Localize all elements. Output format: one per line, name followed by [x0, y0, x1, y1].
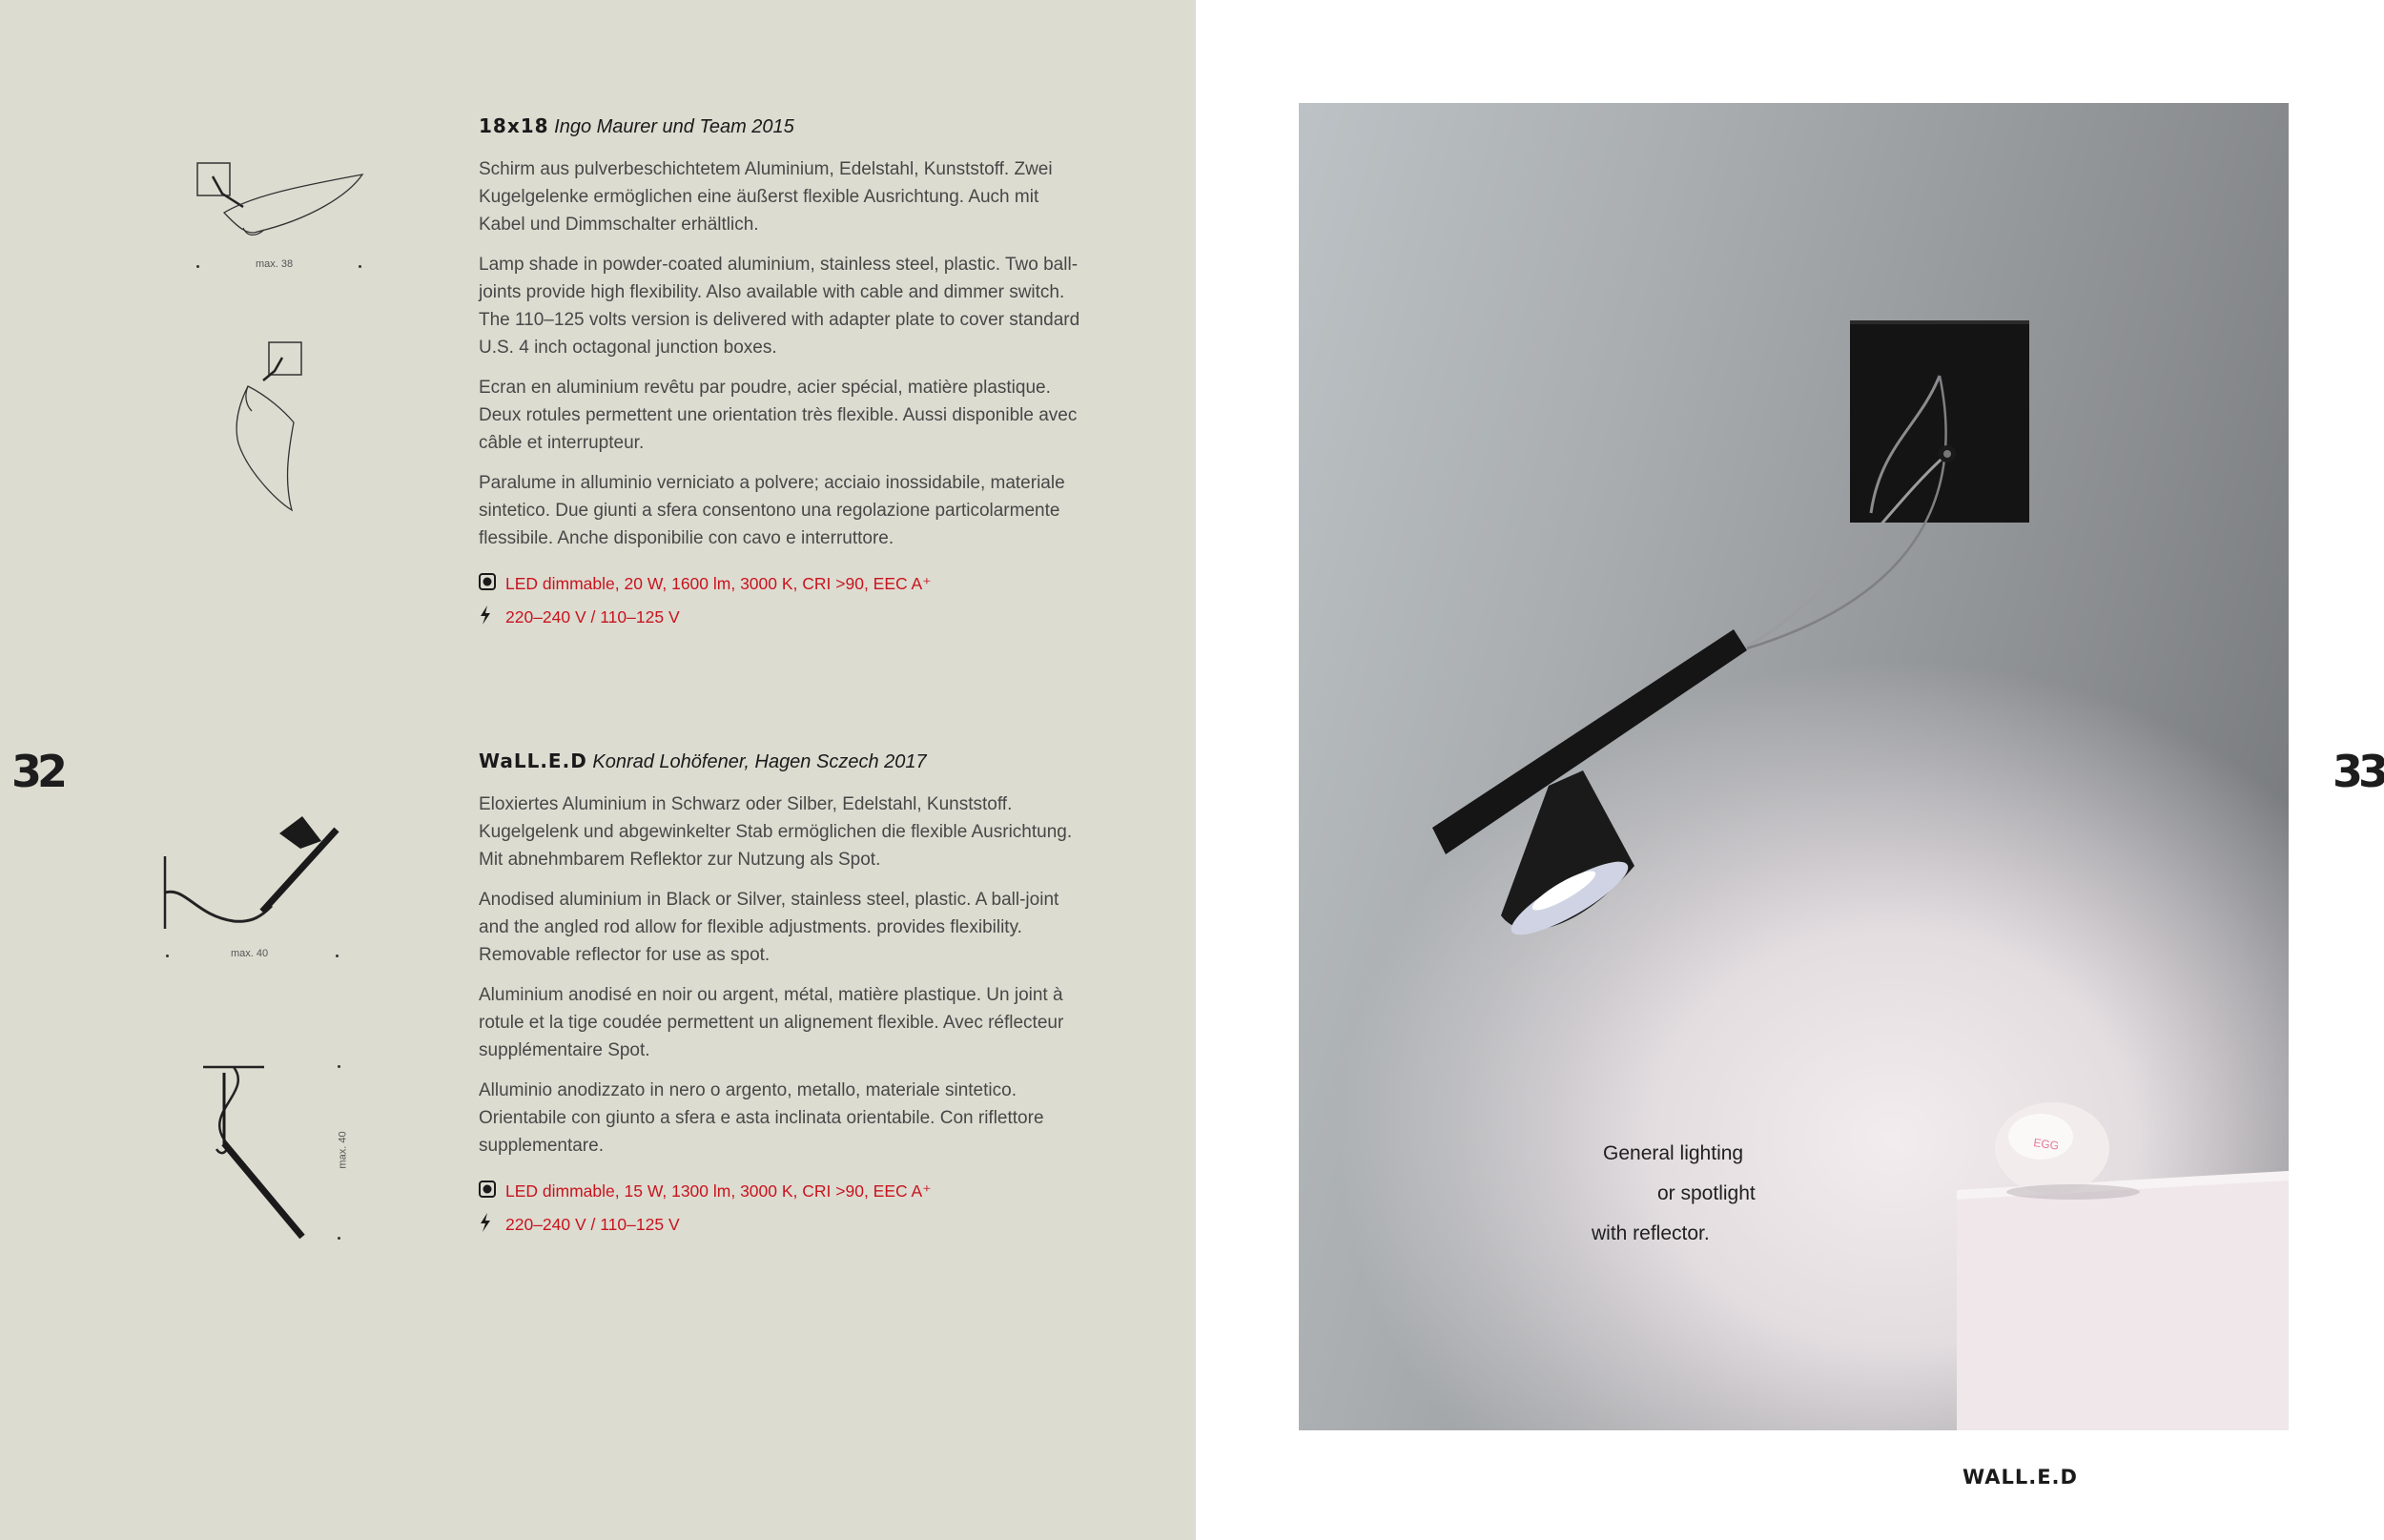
dim-label-max40-horizontal: max. 40 [231, 948, 269, 959]
led-spec-row [479, 1181, 1089, 1202]
led-module-icon [479, 1181, 498, 1202]
dim-dot [338, 1065, 340, 1068]
description-it: Paralume in alluminio verniciato a polvere; acciaio inossidabile, materiale sintetico. Due giunti a sfera consentono una regolazione particolarmente flessibile. Anche disponibilie con cavo e interruttore. [479, 473, 1065, 548]
dim-label-max40-vertical: max. 40 [337, 1131, 349, 1169]
dim-label-max38: max. 38 [256, 258, 294, 270]
product-title [479, 749, 1089, 773]
led-spec-row [479, 573, 1089, 595]
dim-dot [359, 265, 361, 268]
walled-lamp-photo-illustration [1299, 103, 2289, 1430]
description-de: Schirm aus pulverbeschichtetem Aluminium, Edelstahl, Kunststoff. Zwei Kugelgelenke ermöglichen eine äußerst flexible Ausrichtung. Auch mit Kabel und Dimmschalter erhältlich. [479, 159, 1053, 235]
product-photo [1299, 103, 2289, 1430]
page-number-left: 32 [11, 746, 64, 797]
photo-caption-line-1: General lighting [1603, 1142, 1744, 1164]
photo-caption-line-3: with reflector. [1592, 1222, 1710, 1244]
dim-dot [336, 955, 339, 957]
description-en: Lamp shade in powder-coated aluminium, stainless steel, plastic. Two ball-joints provide high flexibility. Also available with cable and dimmer switch. The 110–125 volts version is delivered with adapter plate to cover standard U.S. 4 inch octagonal junction boxes. [479, 255, 1080, 358]
lamp-walled-front-drawing [157, 811, 348, 934]
voltage-spec: 220–240 V / 110–125 V [505, 607, 680, 626]
photo-caption-line-2: or spotlight [1657, 1182, 1756, 1204]
lamp-18x18-front-drawing [186, 148, 377, 243]
description-en: Anodised aluminium in Black or Silver, stainless steel, plastic. A ball-joint and the angled rod allow for flexible adjustments. provides flexibility. Removable reflector for use as spot. [479, 890, 1059, 965]
dim-dot [338, 1237, 340, 1240]
lamp-18x18-side-drawing [229, 339, 315, 515]
description-fr: Aluminium anodisé en noir ou argent, métal, matière plastique. Un joint à rotule et la tige coudée permettent un alignement flexible. Avec réflecteur supplémentaire Spot. [479, 985, 1064, 1060]
led-spec: LED dimmable, 20 W, 1600 lm, 3000 K, CRI >90, EEC A⁺ [505, 574, 932, 593]
led-module-icon [479, 573, 498, 595]
product-name: WaLL.E.D [479, 749, 587, 772]
page-number-right: 33 [2333, 746, 2384, 797]
brand-footer: WALL.E.D [1963, 1466, 2078, 1489]
product-designer: Ingo Maurer und Team 2015 [554, 116, 794, 137]
voltage-row [479, 1213, 1089, 1237]
lightning-icon [479, 1213, 498, 1237]
led-spec: LED dimmable, 15 W, 1300 lm, 3000 K, CRI >90, EEC A⁺ [505, 1181, 932, 1201]
description-fr: Ecran en aluminium revêtu par poudre, acier spécial, matière plastique. Deux rotules permettent une orientation très flexible. Aussi disponible avec câble et interrupteur. [479, 378, 1078, 453]
voltage-spec: 220–240 V / 110–125 V [505, 1215, 680, 1234]
lamp-walled-side-drawing [195, 1054, 310, 1244]
product-title [479, 114, 1089, 138]
dim-dot [166, 955, 169, 957]
dim-dot [196, 265, 199, 268]
product-walled-block [479, 749, 1089, 1247]
product-18x18-block [479, 114, 1089, 640]
description-it: Alluminio anodizzato in nero o argento, metallo, materiale sintetico. Orientabile con giunto a sfera e asta inclinata orientabile. Con riflettore supplementare. [479, 1080, 1044, 1156]
lightning-icon [479, 606, 498, 629]
voltage-row [479, 606, 1089, 629]
egg-stamp: EGG [2032, 1136, 2060, 1153]
product-designer: Konrad Lohöfener, Hagen Sczech 2017 [592, 751, 927, 772]
product-name: 18x18 [479, 114, 549, 137]
description-de: Eloxiertes Aluminium in Schwarz oder Silber, Edelstahl, Kunststoff. Kugelgelenk und abgewinkelter Stab ermöglichen die flexible Ausrichtung. Mit abnehmbarem Reflektor zur Nutzung als Spot. [479, 794, 1073, 870]
